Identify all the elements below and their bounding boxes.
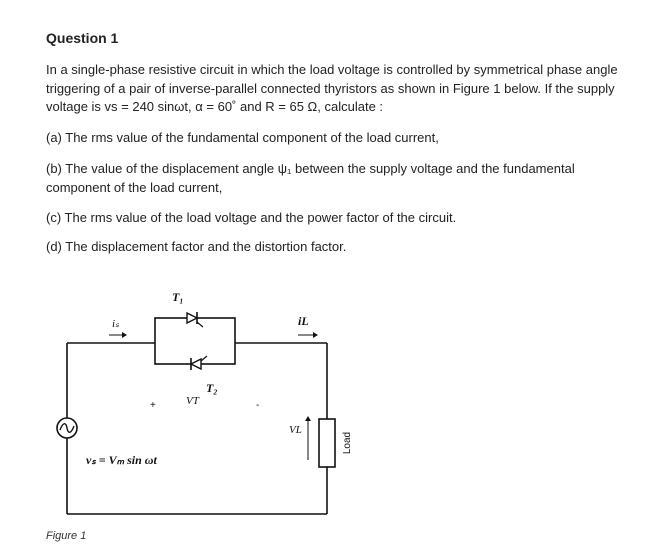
- label-vl: VL: [289, 424, 302, 436]
- question-intro: In a single-phase resistive circuit in which the load voltage is controlled by symmetrical phase angle triggering of a pair of inverse-parallel connected thyristors as shown in Figure 1 below. If the supply voltage is vs = 240 sinωt, α = 60˚ and R = 65 Ω, calculate :: [46, 62, 618, 114]
- part-d: (d) The displacement factor and the distortion factor.: [46, 239, 347, 254]
- figure-caption: Figure 1: [46, 530, 87, 542]
- label-is: iₛ: [112, 318, 120, 330]
- label-vt: VT: [186, 395, 199, 407]
- thyristor-t1: [187, 312, 203, 327]
- label-load: Load: [342, 431, 353, 455]
- label-plus: +: [150, 400, 156, 411]
- load-resistor: [319, 419, 335, 467]
- question-title: Question 1: [46, 30, 119, 46]
- part-a: (a) The rms value of the fundamental component of the load current,: [46, 130, 439, 145]
- part-b: (b) The value of the displacement angle ψ₁ between the supply voltage and the fundamental component of the load current,: [46, 161, 575, 195]
- thyristor-t2: [191, 356, 207, 370]
- label-t1: T₁: [172, 290, 184, 304]
- is-arrow: [109, 332, 127, 338]
- vl-arrow: [305, 416, 311, 460]
- label-il: iL: [298, 314, 309, 328]
- il-arrow: [298, 332, 318, 338]
- label-minus: -: [256, 400, 260, 411]
- thyristor-pair-box: [155, 318, 235, 364]
- sine-icon: [60, 424, 74, 433]
- part-c: (c) The rms value of the load voltage and the power factor of the circuit.: [46, 210, 457, 225]
- label-source-equation: vₛ = Vₘ sin ωt: [86, 453, 157, 467]
- label-t2: T₂: [206, 381, 218, 395]
